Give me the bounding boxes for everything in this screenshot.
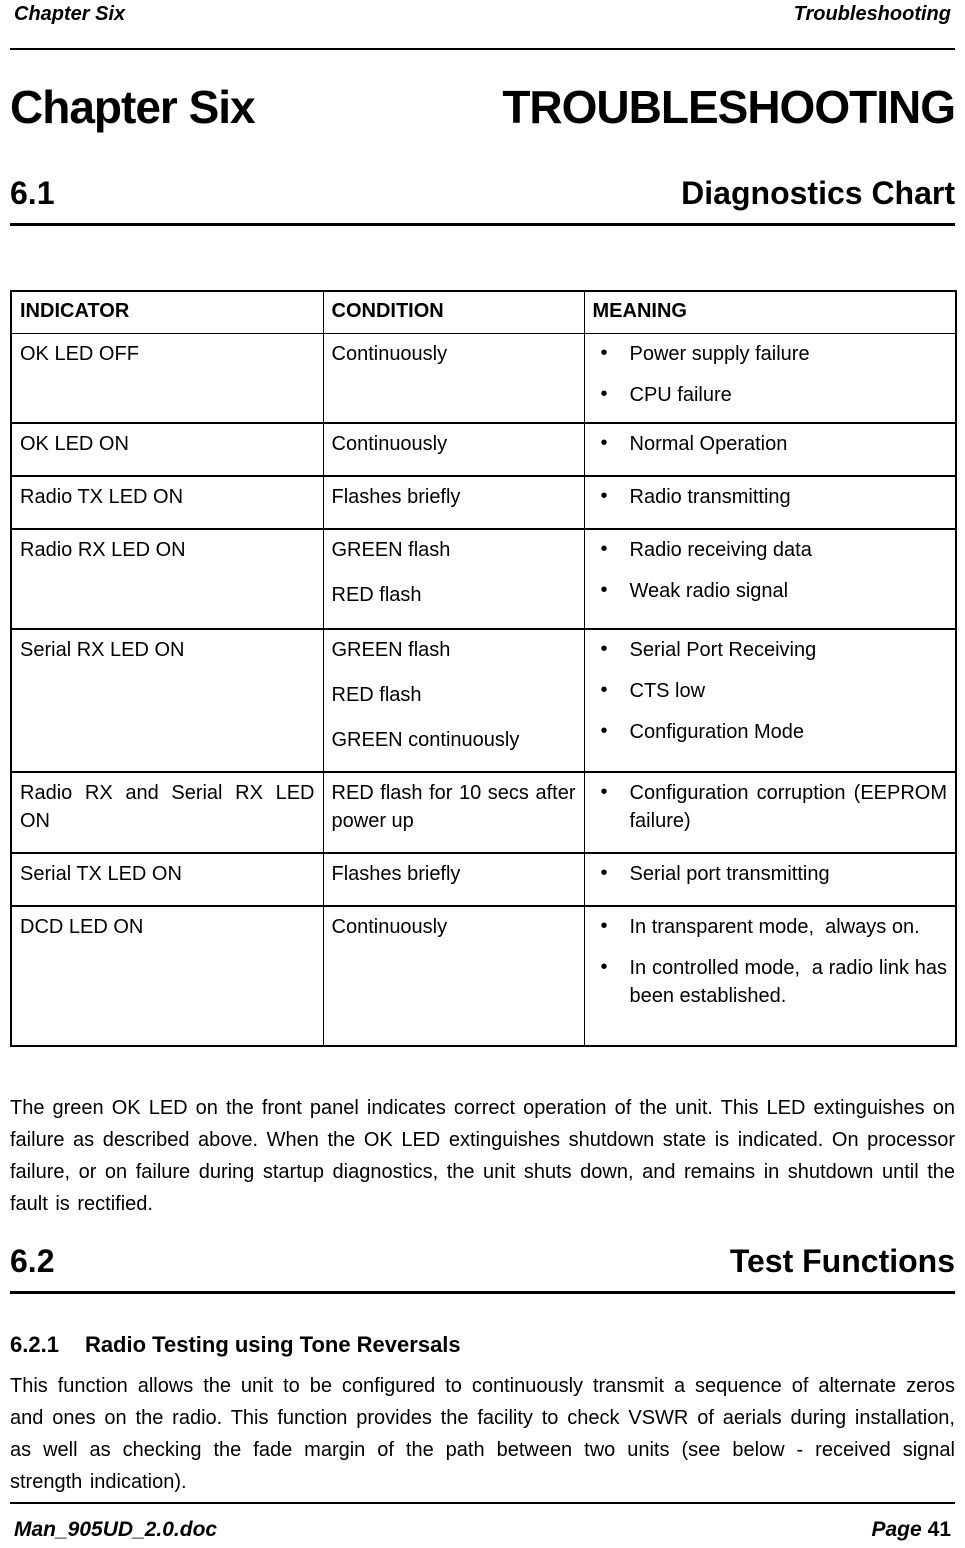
indicator-cell: Radio RX and Serial RX LED ON (20, 781, 315, 832)
tone-reversals-paragraph: This function allows the unit to be configured to continuously transmit a sequence of alternate zeros and ones on the radio. This function provides the facility to check VSWR of aerials during installation, as well as checking the fade margin of the path between two units (see below - received signal strength indication). (10, 1374, 955, 1493)
chapter-title-line (10, 83, 955, 131)
section-6-2-number: 6.2 (10, 1242, 55, 1279)
footer-page-indicator (871, 1517, 951, 1542)
table-row (11, 772, 956, 853)
chapter-number: Chapter Six (10, 81, 255, 133)
diagnostics-paragraph: The green OK LED on the front panel indicates correct operation of the unit. This LED extinguishes on failure as described above. When the OK LED extinguishes shutdown state is indicated. On processor failure, or on failure during startup diagnostics, the unit shuts down, and remains in shutdown until the fault is rectified. (10, 1096, 955, 1215)
meaning-text: In transparent mode, always on. (629, 915, 920, 938)
meaning-item (593, 340, 948, 368)
footer-page-label: Page (871, 1518, 922, 1541)
bullet-icon: • (600, 955, 608, 978)
meaning-text: Serial port transmitting (629, 862, 830, 885)
subsection-title: Radio Testing using Tone Reversals (84, 1331, 461, 1357)
table-row (11, 853, 956, 906)
footer-document-name: Man_905UD_2.0.doc (14, 1518, 218, 1541)
meaning-text: Radio receiving data (629, 538, 812, 561)
meaning-text: In controlled mode, a radio link has been established. (629, 956, 947, 1007)
running-header-topic: Troubleshooting (793, 3, 951, 25)
section-6-1-number: 6.1 (10, 175, 55, 211)
meaning-item (593, 636, 948, 664)
bullet-icon: • (600, 678, 608, 701)
section-6-2-rule (10, 1291, 955, 1294)
meaning-item (593, 779, 948, 835)
condition-line: RED flash for 10 secs after power up (331, 781, 576, 832)
running-header-chapter: Chapter Six (14, 3, 126, 25)
meaning-text: CTS low (629, 679, 706, 702)
section-6-1-rule (10, 223, 955, 226)
meaning-item (593, 718, 948, 746)
meaning-text: Configuration Mode (629, 720, 805, 743)
column-header-condition: CONDITION (323, 291, 584, 333)
table-row (11, 423, 956, 476)
meaning-item (593, 381, 948, 409)
indicator-cell: OK LED OFF (20, 342, 139, 365)
bullet-icon: • (600, 780, 608, 803)
table-row (11, 333, 956, 423)
meaning-item (593, 860, 948, 888)
column-header-meaning: MEANING (584, 291, 956, 333)
bullet-icon: • (600, 861, 608, 884)
condition-line: Continuously (331, 342, 448, 365)
section-6-1-title: Diagnostics Chart (681, 175, 955, 211)
condition-line: Flashes briefly (331, 485, 461, 508)
table-header-row (11, 291, 956, 333)
footer-page-number: 41 (927, 1518, 951, 1541)
condition-line: GREEN flash (331, 638, 451, 661)
indicator-cell: Radio TX LED ON (20, 485, 184, 508)
condition-line: Continuously (331, 432, 448, 455)
condition-line: Continuously (331, 915, 448, 938)
bullet-icon: • (600, 914, 608, 937)
table-row (11, 529, 956, 629)
indicator-cell: Radio RX LED ON (20, 538, 186, 561)
section-6-2-heading (10, 1242, 955, 1279)
condition-line: GREEN flash (331, 538, 451, 561)
table-row (11, 476, 956, 529)
meaning-text: Weak radio signal (629, 579, 789, 602)
meaning-item (593, 677, 948, 705)
bullet-icon: • (600, 578, 608, 601)
meaning-text: Serial Port Receiving (629, 638, 817, 661)
indicator-cell: Serial RX LED ON (20, 638, 185, 661)
meaning-item (593, 430, 948, 458)
bullet-icon: • (600, 719, 608, 742)
condition-line: RED flash (331, 683, 422, 706)
subsection-number: 6.2.1 (10, 1331, 59, 1357)
indicator-cell: DCD LED ON (20, 915, 144, 938)
subsection-6-2-1-heading (10, 1332, 955, 1358)
condition-line: RED flash (331, 583, 422, 606)
running-header (10, 2, 955, 26)
condition-line: Flashes briefly (331, 862, 461, 885)
header-rule (10, 48, 955, 50)
meaning-text: Power supply failure (629, 342, 810, 365)
chapter-title: TROUBLESHOOTING (502, 81, 955, 133)
meaning-text: Radio transmitting (629, 485, 791, 508)
bullet-icon: • (600, 382, 608, 405)
table-row (11, 906, 956, 1046)
meaning-text: CPU failure (629, 383, 732, 406)
bullet-icon: • (600, 431, 608, 454)
bullet-icon: • (600, 484, 608, 507)
bullet-icon: • (600, 637, 608, 660)
table-row (11, 629, 956, 772)
section-6-2-title: Test Functions (729, 1242, 955, 1279)
column-header-indicator: INDICATOR (11, 291, 323, 333)
bullet-icon: • (600, 341, 608, 364)
meaning-item (593, 536, 948, 564)
meaning-item (593, 954, 948, 1010)
meaning-text: Configuration corruption (EEPROM failure) (629, 781, 947, 832)
meaning-item (593, 577, 948, 605)
section-6-1-heading (10, 177, 955, 210)
diagnostics-table (10, 290, 957, 1047)
indicator-cell: Serial TX LED ON (20, 862, 182, 885)
indicator-cell: OK LED ON (20, 432, 129, 455)
bullet-icon: • (600, 537, 608, 560)
meaning-item (593, 913, 948, 941)
meaning-item (593, 483, 948, 511)
meaning-text: Normal Operation (629, 432, 788, 455)
condition-line: GREEN continuously (331, 728, 520, 751)
page-footer (10, 1502, 955, 1547)
